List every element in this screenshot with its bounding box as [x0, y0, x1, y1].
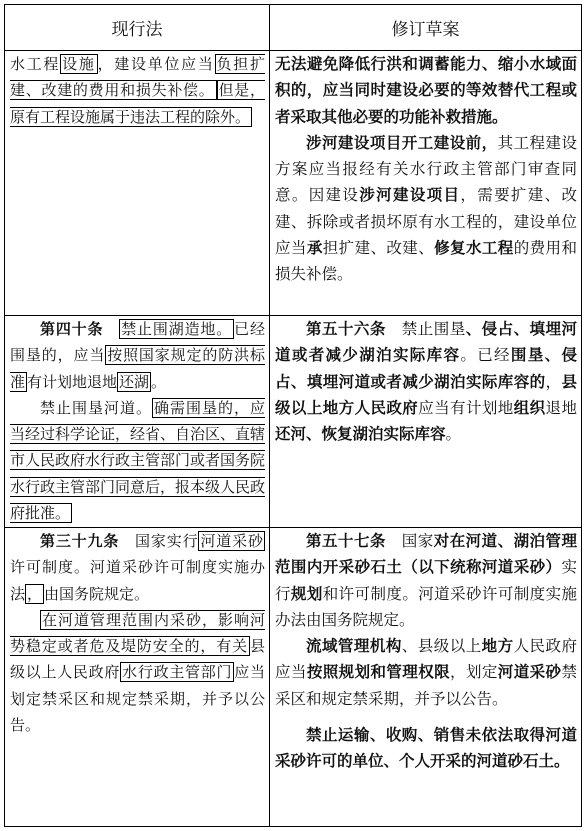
- text-segment: 应当划定禁采区和规定禁采期，并予以公告。: [10, 663, 265, 735]
- header-current-law: 现行法: [111, 20, 163, 40]
- boxed-text: 禁止围湖造地。: [121, 320, 233, 338]
- paragraph: [275, 528, 577, 633]
- boxed-text: 在河道管理范围内采砂，影响河势稳定或者危及堤防安全的，有关: [10, 610, 265, 656]
- row1-current-law-cell: [5, 51, 269, 130]
- text-segment: 担扩建、改建、: [322, 239, 435, 258]
- bold-text: 流域管理机构: [306, 637, 402, 656]
- bold-text: 修复水工程: [434, 239, 514, 258]
- text-segment: 禁止围垦: [385, 320, 466, 338]
- boxed-text: ，: [27, 584, 43, 603]
- row3-current-law-cell: [5, 528, 269, 738]
- paragraph: [10, 316, 265, 395]
- text-segment: ，需要扩建、改建、拆除或者损坏原有水工程的，建设单位应当: [275, 186, 577, 258]
- row2-current-law-cell: [5, 316, 269, 526]
- paragraph: [275, 633, 577, 712]
- boxed-text: 水行政主管部门: [122, 663, 233, 682]
- text-segment: 的费用和损失补偿。: [275, 239, 577, 284]
- text-segment: [103, 320, 119, 338]
- bold-text: 第四十条: [40, 320, 104, 338]
- text-segment: ，建设单位应当: [97, 55, 215, 73]
- bold-text: 第三十九条: [40, 532, 120, 550]
- text-segment: 。: [151, 372, 167, 391]
- bold-text: 涉河建设项目开工建设前，: [306, 133, 498, 152]
- text-segment: 国家: [385, 532, 434, 550]
- bold-text: 地方: [481, 637, 514, 656]
- text-segment: 国家实行: [119, 532, 199, 550]
- bold-text: 涉河建设项目: [359, 186, 461, 205]
- text-segment: 禁止围垦河道。: [40, 398, 152, 417]
- text-segment: ，划定: [450, 663, 498, 682]
- bold-text: 无法避免降低行洪和调蓄能力、缩小水域面积的，应当同时建设必要的等效替代工程或者采取其他必要的功能补救措施。: [275, 55, 577, 126]
- bold-text: 第五十七条: [306, 532, 386, 550]
- row1-draft-revision-cell: [270, 51, 581, 288]
- bold-text: 、侵占、填埋河道或者减少湖泊实际库容: [275, 320, 577, 365]
- paragraph: [10, 607, 265, 738]
- bold-text: 承: [306, 239, 323, 258]
- text-segment: 退地: [545, 398, 577, 417]
- comparison-table: [4, 4, 582, 827]
- text-segment: 实行: [275, 558, 577, 603]
- paragraph: [10, 528, 265, 607]
- row2-draft-revision-cell: [270, 316, 581, 447]
- boxed-text: 按照国家规定的防洪标准: [10, 346, 265, 391]
- bold-text: 组织: [513, 398, 546, 417]
- boxed-text: 还湖: [119, 372, 150, 391]
- boxed-text: 负担扩建、改建的费用和损失补偿。: [10, 55, 265, 100]
- text-segment: 。已经: [460, 346, 511, 365]
- text-segment: 县级以上人民政府: [10, 637, 265, 682]
- text-segment: 其工程建设方案应当报经有关水行政主管部门审查同意。因建设: [275, 133, 577, 205]
- text-segment: 有计划地退地: [27, 372, 118, 391]
- bold-text: 围垦、侵占、填埋河道或者减少湖泊实际库容的: [275, 346, 577, 391]
- text-segment: 水工程: [10, 55, 61, 73]
- bold-text: 禁止运输、收购、销售未依法取得河道采砂许可的单位、个人开采的河道砂石土。: [275, 726, 577, 771]
- bold-text: 第五十六条: [306, 320, 386, 338]
- text-segment: 应当有计划地: [418, 398, 514, 417]
- text-segment: 和许可制度。河道采砂许可制度实施办法由国务院规定。: [275, 584, 577, 629]
- bold-text: 按照规划和管理权限: [306, 663, 451, 682]
- text-segment: ，: [545, 372, 562, 391]
- boxed-text: 确需围垦的，应当经过科学论证，经省、自治区、直辖市人民政府水行政主管部门或者国务院水行政主管部门同意后，报本级人民政府批准。: [10, 398, 266, 523]
- text-segment: 已经围垦的，应当: [10, 320, 265, 365]
- paragraph: [275, 51, 577, 130]
- boxed-text: 但是，原有工程设施属于违法工程的除外。: [10, 81, 265, 126]
- text-segment: 、县级以上: [401, 637, 482, 656]
- text-segment: 由国务院规定。: [44, 584, 150, 603]
- paragraph: [275, 316, 577, 447]
- boxed-text: 设施: [62, 55, 96, 73]
- text-segment: 许可制度。河道采砂许可制度实施办法: [10, 558, 265, 603]
- bold-text: 还河、恢复湖泊实际库容: [275, 425, 446, 444]
- paragraph: [10, 51, 265, 130]
- text-segment: 禁采区和规定禁采期，并予以公告。: [275, 663, 577, 708]
- bold-text: 规划: [290, 584, 323, 603]
- text-segment: 。: [445, 425, 462, 444]
- bold-text: 对在河道、湖泊管理范围内开采砂石土（以下统称河道采砂）: [275, 532, 577, 577]
- text-segment: 人民政府应当: [275, 637, 577, 682]
- paragraph: [10, 395, 265, 526]
- bold-text: 河道采砂: [497, 663, 562, 682]
- header-draft-revision: 修订草案: [391, 20, 460, 40]
- bold-text: 县级以上地方人民政府: [275, 372, 577, 417]
- paragraph: [275, 130, 577, 288]
- paragraph: [275, 722, 577, 775]
- row3-draft-revision-cell: [270, 528, 581, 775]
- boxed-text: 河道采砂: [200, 532, 263, 550]
